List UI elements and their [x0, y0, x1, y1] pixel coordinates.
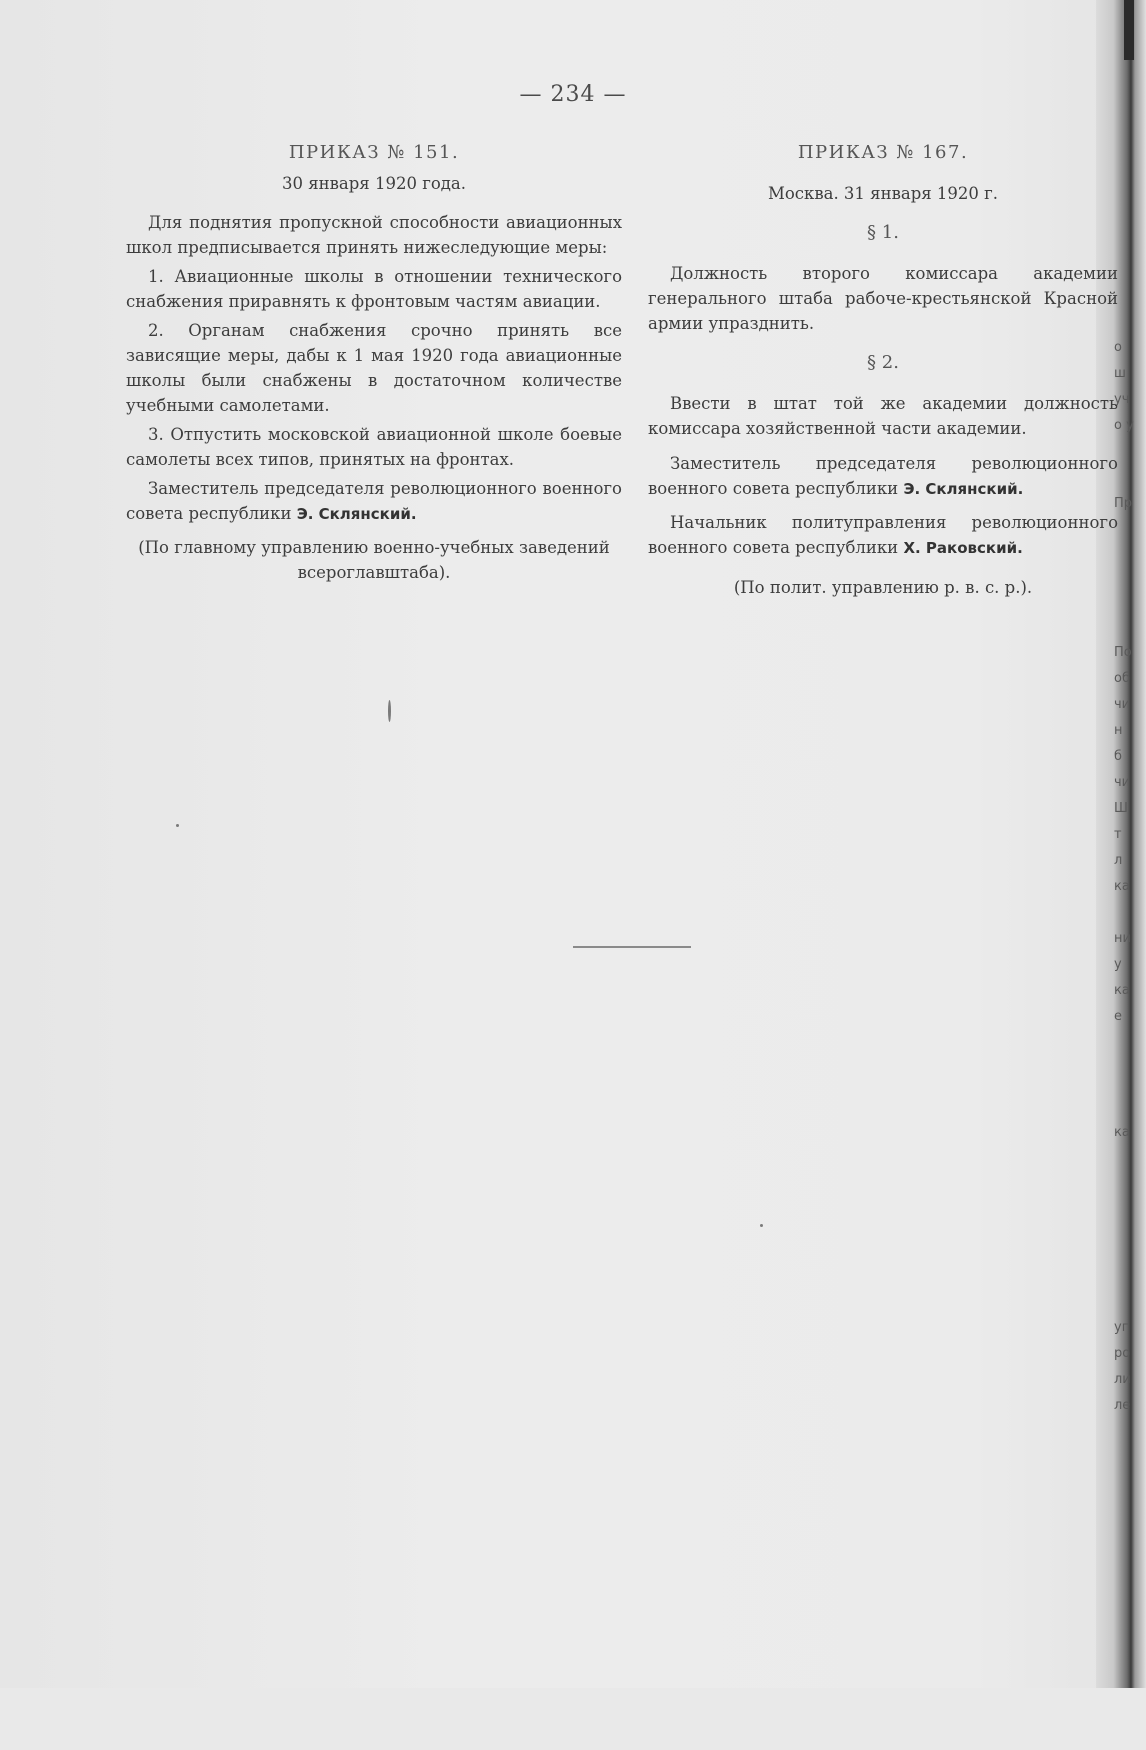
bleed-fragment: у	[1114, 957, 1122, 972]
bleed-fragment: Пр	[1114, 496, 1133, 511]
bleed-fragment: чи	[1114, 775, 1131, 790]
bleed-fragment: о у	[1114, 418, 1134, 433]
binding-dark-edge	[1124, 0, 1134, 60]
bleed-fragment: т	[1114, 827, 1122, 842]
order-167-section-1: § 1.	[867, 222, 899, 243]
bleed-fragment: ле	[1114, 1398, 1131, 1413]
order-167-date: Москва. 31 января 1920 г.	[767, 184, 999, 203]
bleed-fragment: ка	[1114, 879, 1130, 894]
order-151-title: ПРИКАЗ № 151.	[288, 142, 460, 163]
bleed-fragment: ка	[1114, 983, 1130, 998]
bleed-fragment: е	[1114, 1009, 1122, 1024]
order-167-section-2: § 2.	[867, 352, 899, 373]
order-167-signature-2-name: Х. Раковский.	[903, 539, 1023, 557]
page-number: — 234 —	[519, 82, 627, 107]
order-151-signature-name: Э. Склянский.	[296, 505, 417, 523]
bleed-fragment: об	[1114, 671, 1130, 686]
order-151-source: (По главному управлению военно-учебных заведений всероглавштаба).	[138, 538, 610, 582]
scan-artifact	[760, 1224, 763, 1227]
scan-artifact	[388, 700, 391, 722]
order-167-signature-2-prefix: Начальник политуправления революционного военного совета республики	[648, 513, 1118, 557]
order-167-signature-1-prefix: Заместитель председателя революционного военного совета республики	[648, 454, 1118, 498]
bleed-fragment: ро	[1114, 1346, 1131, 1361]
bleed-fragment: о	[1114, 340, 1122, 355]
bleed-fragment: б	[1114, 749, 1123, 764]
order-151-date: 30 января 1920 года.	[281, 174, 467, 193]
order-151-signature	[126, 476, 622, 527]
order-151-column	[126, 140, 622, 585]
bleed-fragment: л	[1114, 853, 1123, 868]
order-151-item-1: 1. Авиационные школы в отношении технического снабжения приравнять к фронтовым частям авиации.	[126, 267, 622, 311]
bleed-fragment: н	[1114, 723, 1123, 738]
bleed-fragment: ка	[1114, 1125, 1130, 1140]
order-167-signature-1-name: Э. Склянский.	[903, 480, 1024, 498]
bleed-fragment: ли	[1114, 1372, 1131, 1387]
order-151-signature-prefix: Заместитель председателя революционного военного совета республики	[126, 479, 622, 523]
scan-artifact	[176, 824, 179, 827]
bleed-fragment: ш	[1114, 366, 1126, 381]
bleed-fragment: Ш	[1114, 801, 1128, 816]
order-151-intro: Для поднятия пропускной способности авиационных школ предписывается принять нижеследующие меры:	[126, 213, 622, 257]
bleed-fragment: По	[1114, 645, 1132, 660]
order-167-column	[648, 140, 1118, 600]
bleed-fragment: уг	[1114, 1320, 1129, 1335]
order-167-signature-1	[648, 451, 1118, 502]
bleed-fragment: ни	[1114, 931, 1131, 946]
order-167-signature-2	[648, 510, 1118, 561]
order-151-item-2: 2. Органам снабжения срочно принять все зависящие меры, дабы к 1 мая 1920 года авиационные школы были снабжены в достаточном количестве учебными самолетами.	[126, 321, 622, 415]
bleed-fragment: уч	[1114, 392, 1130, 407]
order-167-section-1-text: Должность второго комиссара академии генерального штаба рабоче-крестьянской Красной армии упразднить.	[648, 264, 1118, 333]
order-167-title: ПРИКАЗ № 167.	[797, 142, 969, 163]
order-167-source: (По полит. управлению р. в. с. р.).	[733, 578, 1033, 597]
order-167-section-2-text: Ввести в штат той же академии должность комиссара хозяйственной части академии.	[648, 394, 1118, 438]
order-151-item-3: 3. Отпустить московской авиационной школе боевые самолеты всех типов, принятых на фронтах.	[126, 425, 622, 469]
bleed-fragment: чи	[1114, 697, 1131, 712]
section-divider-rule	[573, 946, 691, 948]
